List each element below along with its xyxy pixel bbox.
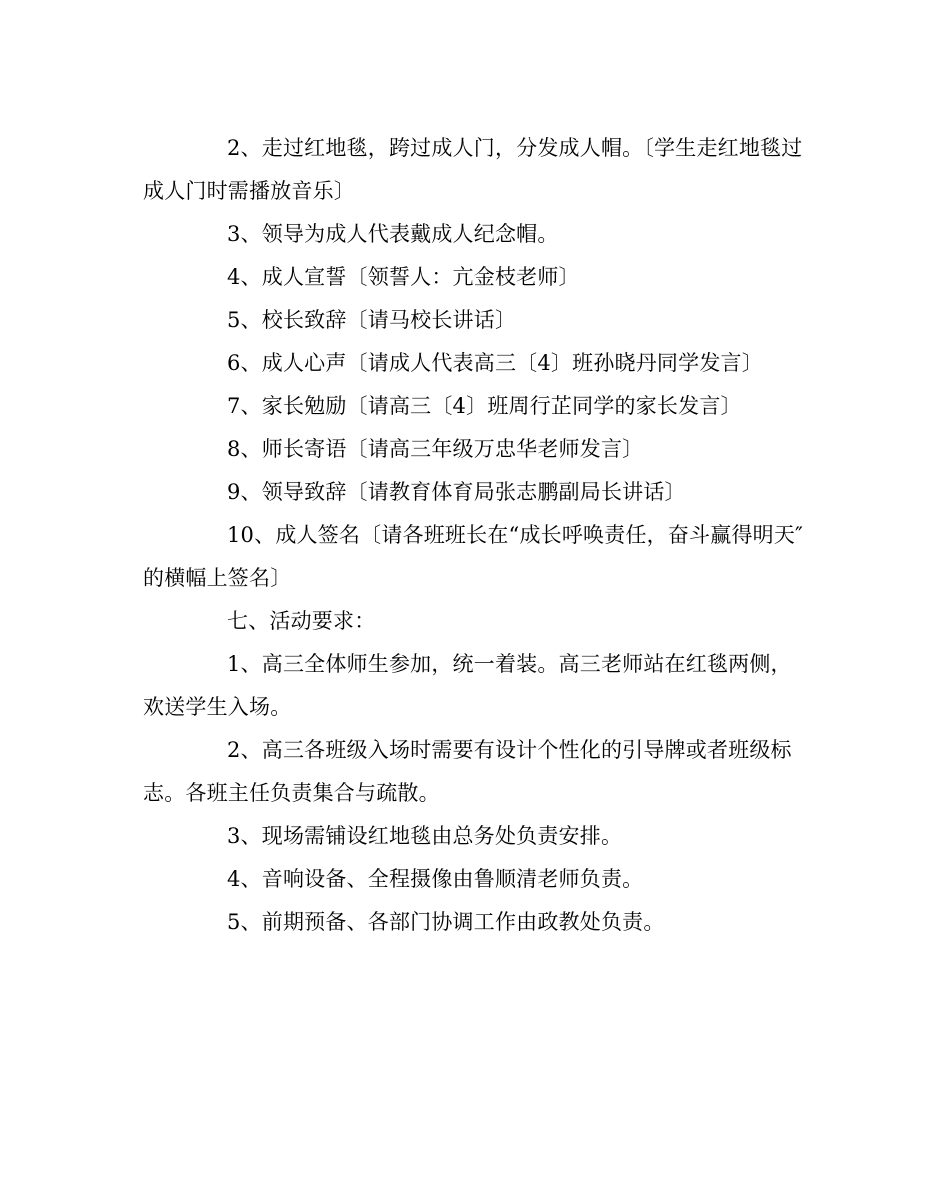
document-body: [143, 127, 811, 944]
paragraph-item-8-teacher-message: 8、师长寄语〔请高三年级万忠华老师发言〕: [227, 437, 644, 461]
requirement-item-3: 3、现场需铺设红地毯由总务处负责安排。: [227, 824, 623, 848]
paragraph-item-10-signing: 10、成人签名〔请各班班长在“成长呼唤责任，奋斗赢得明天″的横幅上签名〕: [143, 523, 804, 590]
paragraph-item-2-red-carpet: 2、走过红地毯，跨过成人门，分发成人帽。〔学生走红地毯过成人门时需播放音乐〕: [143, 136, 803, 203]
requirement-item-4: 4、音响设备、全程摄像由鲁顺清老师负责。: [227, 867, 644, 891]
paragraph-item-3-leaders-hats: 3、领导为成人代表戴成人纪念帽。: [227, 222, 559, 246]
requirement-item-2: 2、高三各班级入场时需要有设计个性化的引导牌或者班级标志。各班主任负责集合与疏散。: [143, 738, 792, 805]
requirement-item-1: 1、高三全体师生参加，统一着装。高三老师站在红毯两侧，欢送学生入场。: [143, 652, 792, 719]
paragraph-item-7-parent-encouragement: 7、家长勉励〔请高三〔4〕班周行芷同学的家长发言〕: [227, 394, 742, 418]
requirement-item-5: 5、前期预备、各部门协调工作由政教处负责。: [227, 910, 665, 934]
paragraph-item-5-principal-speech: 5、校长致辞〔请马校长讲话〕: [227, 308, 517, 332]
paragraph-item-4-oath: 4、成人宣誓〔领誓人：亢金枝老师〕: [227, 265, 580, 289]
paragraph-item-9-leader-speech: 9、领导致辞〔请教育体育局张志鹏副局长讲话〕: [227, 480, 686, 504]
paragraph-item-6-adult-voice: 6、成人心声〔请成人代表高三〔4〕班孙晓丹同学发言〕: [227, 351, 763, 375]
section-heading-activity-requirements: 七、活动要求：: [227, 609, 376, 633]
